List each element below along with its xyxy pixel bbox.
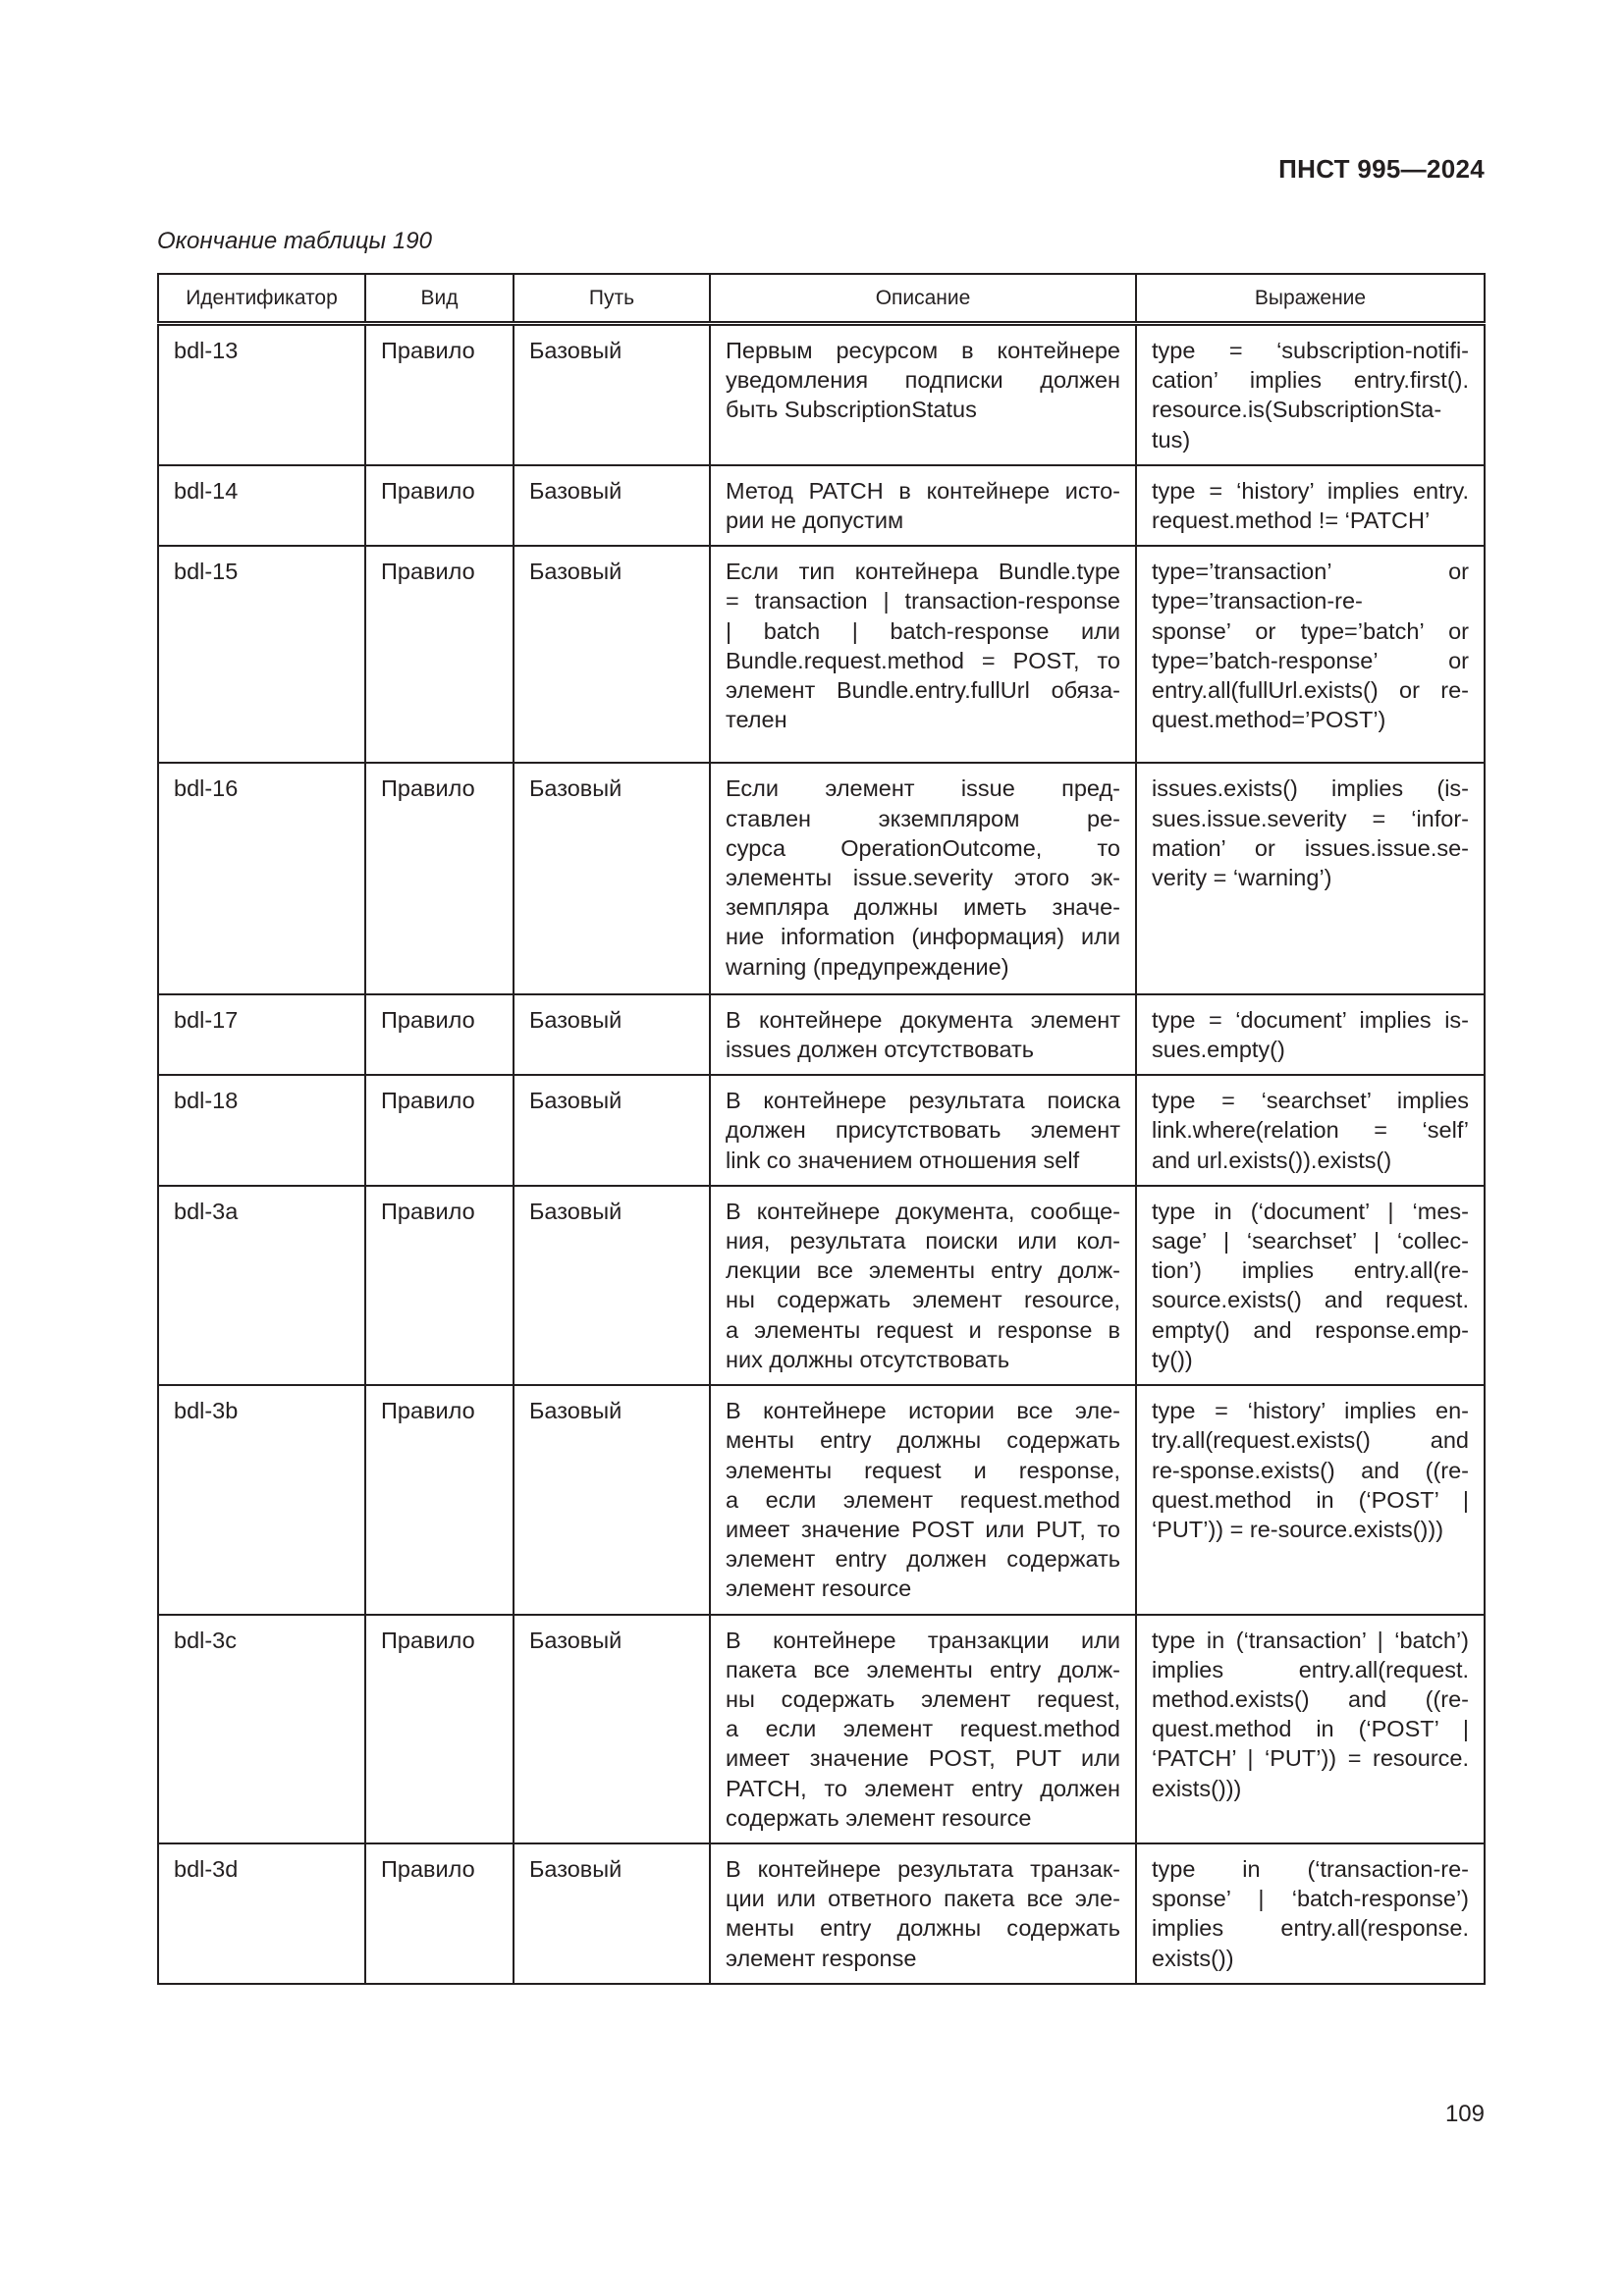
row-description-line: Первым ресурсом в контейнере bbox=[726, 338, 1120, 363]
row-expression-line: type in (‘document’ | ‘mes- bbox=[1152, 1198, 1469, 1224]
row-kind: Правило bbox=[365, 1843, 514, 1984]
row-description-line: ны содержать элемент request, bbox=[726, 1685, 1120, 1712]
row-identifier: bdl-15 bbox=[158, 546, 365, 763]
row-description-line: Если тип контейнера Bundle.type bbox=[726, 559, 1120, 585]
row-expression bbox=[1136, 1075, 1485, 1186]
row-description-line: ны содержать элемент resource, bbox=[726, 1287, 1120, 1313]
row-expression-line: entry.all(fullUrl.exists() or re- bbox=[1152, 677, 1469, 704]
row-description-line: уведомления подписки должен bbox=[726, 367, 1120, 394]
table-row bbox=[158, 994, 1485, 1075]
table-row bbox=[158, 465, 1485, 546]
row-expression-line: type = ‘history’ implies entry. bbox=[1152, 477, 1469, 504]
row-expression-line: issues.exists() implies (is- bbox=[1152, 775, 1469, 802]
row-expression bbox=[1136, 1615, 1485, 1843]
row-description-line: элемент response bbox=[726, 1945, 917, 1971]
row-identifier: bdl-16 bbox=[158, 763, 365, 993]
row-kind: Правило bbox=[365, 1615, 514, 1843]
row-expression-line: re-sponse.exists() and ((re- bbox=[1152, 1457, 1469, 1483]
row-expression-line: ‘PUT’)) = re-source.exists())) bbox=[1152, 1516, 1444, 1542]
row-identifier: bdl-18 bbox=[158, 1075, 365, 1186]
row-identifier: bdl-3b bbox=[158, 1385, 365, 1614]
row-kind: Правило bbox=[365, 1385, 514, 1614]
column-header-expression: Выражение bbox=[1136, 274, 1485, 324]
row-description bbox=[710, 324, 1136, 465]
row-identifier: bdl-13 bbox=[158, 324, 365, 465]
row-expression-line: method.exists() and ((re- bbox=[1152, 1685, 1469, 1712]
row-path: Базовый bbox=[514, 465, 710, 546]
row-path: Базовый bbox=[514, 546, 710, 763]
row-path: Базовый bbox=[514, 1843, 710, 1984]
row-expression-line: sues.empty() bbox=[1152, 1037, 1285, 1063]
rules-table bbox=[157, 273, 1486, 1985]
row-expression-line: sues.issue.severity = ‘infor- bbox=[1152, 805, 1469, 831]
row-description-line: warning (предупреждение) bbox=[726, 953, 1009, 980]
row-expression-line: verity = ‘warning’) bbox=[1152, 865, 1332, 891]
row-description-line: сурса OperationOutcome, то bbox=[726, 834, 1120, 861]
row-expression-line: type=’transaction-re- bbox=[1152, 588, 1363, 614]
row-expression-line: type = ‘searchset’ implies bbox=[1152, 1088, 1469, 1114]
row-expression-line: type = ‘document’ implies is- bbox=[1152, 1006, 1469, 1033]
row-description-line: рии не допустим bbox=[726, 507, 904, 534]
row-description-line: телен bbox=[726, 707, 787, 733]
row-description-line: В контейнере документа элемент bbox=[726, 1006, 1120, 1033]
row-expression-line: empty() and response.emp- bbox=[1152, 1316, 1469, 1343]
document-code: ПНСТ 995—2024 bbox=[1278, 154, 1485, 184]
row-expression-line: type=’transaction’ or bbox=[1152, 559, 1469, 585]
row-description-line: В контейнере истории все эле- bbox=[726, 1398, 1120, 1424]
table-row bbox=[158, 1385, 1485, 1614]
row-description-line: элементы issue.severity этого эк- bbox=[726, 865, 1120, 891]
row-expression-line: exists())) bbox=[1152, 1775, 1242, 1801]
page-number: 109 bbox=[1444, 2101, 1485, 2127]
row-identifier: bdl-3c bbox=[158, 1615, 365, 1843]
row-expression-line: mation’ or issues.issue.se- bbox=[1152, 834, 1469, 861]
table-row bbox=[158, 324, 1485, 465]
row-expression-line: type = ‘subscription-notifi- bbox=[1152, 338, 1469, 363]
row-kind: Правило bbox=[365, 1186, 514, 1385]
row-description-line: а элементы request и response в bbox=[726, 1316, 1120, 1343]
row-description-line: issues должен отсутствовать bbox=[726, 1037, 1035, 1063]
row-description bbox=[710, 994, 1136, 1075]
row-expression-line: link.where(relation = ‘self’ bbox=[1152, 1117, 1469, 1144]
row-description bbox=[710, 763, 1136, 993]
row-description bbox=[710, 465, 1136, 546]
row-expression bbox=[1136, 1186, 1485, 1385]
row-description-line: менты entry должны содержать bbox=[726, 1915, 1120, 1942]
row-description-line: элемент resource bbox=[726, 1575, 912, 1602]
row-expression-line: resource.is(SubscriptionSta- bbox=[1152, 397, 1442, 423]
table-row bbox=[158, 763, 1485, 993]
row-path: Базовый bbox=[514, 1186, 710, 1385]
table-row bbox=[158, 1615, 1485, 1843]
row-description-line: содержать элемент resource bbox=[726, 1804, 1032, 1831]
table-header-row bbox=[158, 274, 1485, 324]
row-expression-line: sage’ | ‘searchset’ | ‘collec- bbox=[1152, 1228, 1469, 1255]
row-identifier: bdl-17 bbox=[158, 994, 365, 1075]
row-path: Базовый bbox=[514, 1075, 710, 1186]
table-body bbox=[158, 324, 1485, 1984]
row-description-line: В контейнере результата транзак- bbox=[726, 1855, 1120, 1882]
table-caption: Окончание таблицы 190 bbox=[157, 228, 432, 254]
row-expression-line: type in (‘transaction’ | ‘batch’) bbox=[1152, 1627, 1469, 1653]
row-description-line: Метод PATCH в контейнере исто- bbox=[726, 477, 1120, 504]
row-expression-line: implies entry.all(request. bbox=[1152, 1656, 1469, 1682]
table-row bbox=[158, 1186, 1485, 1385]
row-path: Базовый bbox=[514, 763, 710, 993]
row-expression bbox=[1136, 546, 1485, 763]
row-path: Базовый bbox=[514, 324, 710, 465]
row-kind: Правило bbox=[365, 324, 514, 465]
row-description-line: = transaction | transaction-response bbox=[726, 588, 1120, 614]
row-expression-line: quest.method in (‘POST’ | bbox=[1152, 1486, 1469, 1513]
row-description-line: пакета все элементы entry долж- bbox=[726, 1656, 1120, 1682]
row-expression-line: implies entry.all(response. bbox=[1152, 1915, 1469, 1942]
row-expression bbox=[1136, 1843, 1485, 1984]
row-expression bbox=[1136, 763, 1485, 993]
row-description-line: а если элемент request.method bbox=[726, 1716, 1120, 1742]
row-description-line: Bundle.request.method = POST, то bbox=[726, 647, 1120, 673]
row-description-line: имеет значение POST, PUT или bbox=[726, 1745, 1120, 1772]
row-description bbox=[710, 1186, 1136, 1385]
row-description-line: link со значением отношения self bbox=[726, 1147, 1080, 1173]
row-expression bbox=[1136, 465, 1485, 546]
row-expression-line: type=’batch-response’ or bbox=[1152, 647, 1469, 673]
row-description-line: В контейнере документа, сообще- bbox=[726, 1198, 1120, 1224]
column-header-identifier: Идентификатор bbox=[158, 274, 365, 324]
column-header-kind: Вид bbox=[365, 274, 514, 324]
row-expression-line: tus) bbox=[1152, 426, 1191, 453]
row-kind: Правило bbox=[365, 763, 514, 993]
table-row bbox=[158, 1075, 1485, 1186]
row-expression-line: ‘PATCH’ | ‘PUT’)) = resource. bbox=[1152, 1745, 1469, 1772]
row-description-line: быть SubscriptionStatus bbox=[726, 397, 977, 423]
row-description-line: ции или ответного пакета все эле- bbox=[726, 1886, 1120, 1912]
row-description-line: PATCH, то элемент entry должен bbox=[726, 1775, 1120, 1801]
row-expression-line: try.all(request.exists() and bbox=[1152, 1427, 1469, 1454]
row-expression-line: source.exists() and request. bbox=[1152, 1287, 1469, 1313]
row-description bbox=[710, 1843, 1136, 1984]
table-row bbox=[158, 546, 1485, 763]
row-description-line: ставлен экземпляром ре- bbox=[726, 805, 1120, 831]
row-path: Базовый bbox=[514, 1385, 710, 1614]
row-description-line: должен присутствовать элемент bbox=[726, 1117, 1120, 1144]
row-expression-line: tion’) implies entry.all(re- bbox=[1152, 1257, 1469, 1284]
row-kind: Правило bbox=[365, 994, 514, 1075]
row-description-line: земпляра должны иметь значе- bbox=[726, 894, 1120, 921]
row-description-line: элемент Bundle.entry.fullUrl обяза- bbox=[726, 677, 1120, 704]
row-description-line: лекции все элементы entry долж- bbox=[726, 1257, 1120, 1284]
table-row bbox=[158, 1843, 1485, 1984]
row-identifier: bdl-3a bbox=[158, 1186, 365, 1385]
row-expression-line: and url.exists()).exists() bbox=[1152, 1147, 1392, 1173]
row-identifier: bdl-3d bbox=[158, 1843, 365, 1984]
row-expression-line: quest.method=’POST’) bbox=[1152, 707, 1386, 733]
row-description bbox=[710, 546, 1136, 763]
row-description bbox=[710, 1615, 1136, 1843]
row-expression-line: quest.method in (‘POST’ | bbox=[1152, 1716, 1469, 1742]
row-description bbox=[710, 1075, 1136, 1186]
row-identifier: bdl-14 bbox=[158, 465, 365, 546]
row-expression bbox=[1136, 994, 1485, 1075]
row-kind: Правило bbox=[365, 465, 514, 546]
row-description-line: элемент entry должен содержать bbox=[726, 1546, 1120, 1573]
row-expression-line: type in (‘transaction-re- bbox=[1152, 1855, 1469, 1882]
row-description-line: имеет значение POST или PUT, то bbox=[726, 1516, 1120, 1542]
row-expression-line: cation’ implies entry.first(). bbox=[1152, 367, 1469, 394]
row-path: Базовый bbox=[514, 994, 710, 1075]
row-description-line: менты entry должны содержать bbox=[726, 1427, 1120, 1454]
row-expression-line: exists()) bbox=[1152, 1945, 1234, 1971]
row-expression-line: type = ‘history’ implies en- bbox=[1152, 1398, 1469, 1424]
row-expression bbox=[1136, 1385, 1485, 1614]
row-expression bbox=[1136, 324, 1485, 465]
row-description-line: ние information (информация) или bbox=[726, 924, 1120, 950]
column-header-path: Путь bbox=[514, 274, 710, 324]
row-expression-line: ty()) bbox=[1152, 1346, 1193, 1372]
row-description-line: них должны отсутствовать bbox=[726, 1346, 1010, 1372]
row-kind: Правило bbox=[365, 546, 514, 763]
row-expression-line: sponse’ or type=’batch’ or bbox=[1152, 617, 1469, 644]
row-description-line: | batch | batch-response или bbox=[726, 617, 1120, 644]
row-path: Базовый bbox=[514, 1615, 710, 1843]
row-description-line: В контейнере результата поиска bbox=[726, 1088, 1120, 1114]
row-expression-line: request.method != ‘PATCH’ bbox=[1152, 507, 1431, 534]
row-expression-line: sponse’ | ‘batch-response’) bbox=[1152, 1886, 1469, 1912]
row-description-line: элементы request и response, bbox=[726, 1457, 1120, 1483]
row-description bbox=[710, 1385, 1136, 1614]
row-description-line: В контейнере транзакции или bbox=[726, 1627, 1120, 1653]
row-description-line: а если элемент request.method bbox=[726, 1486, 1120, 1513]
row-description-line: Если элемент issue пред- bbox=[726, 775, 1120, 802]
row-description-line: ния, результата поиски или кол- bbox=[726, 1228, 1120, 1255]
column-header-description: Описание bbox=[710, 274, 1136, 324]
row-kind: Правило bbox=[365, 1075, 514, 1186]
